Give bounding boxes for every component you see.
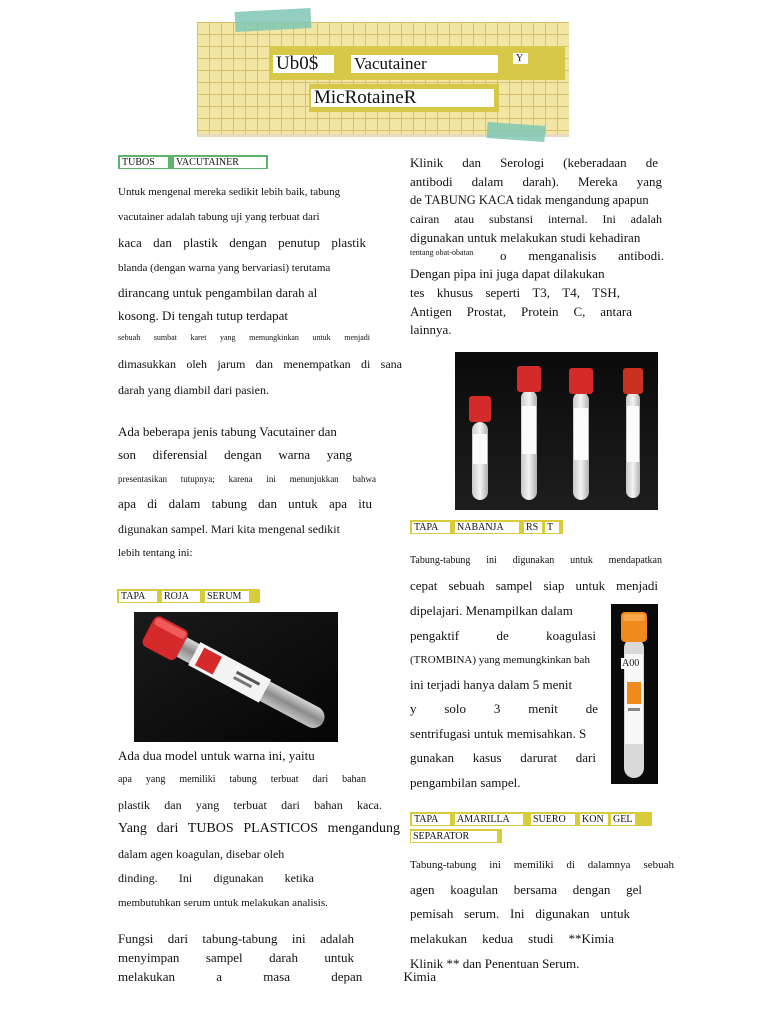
label-word: TAPA bbox=[412, 522, 450, 533]
text-line: Fungsi dari tabung-tabung ini adalah bbox=[118, 931, 354, 946]
red-tube-illustration bbox=[134, 612, 338, 742]
label-tapa-roja-serum bbox=[117, 589, 260, 603]
label-word: ROJA bbox=[162, 591, 200, 602]
text-line: apa di dalam tabung dan untuk apa itu bbox=[118, 496, 372, 511]
text-line: y solo 3 menit de bbox=[410, 701, 598, 716]
title-word-3: Y bbox=[513, 53, 528, 64]
text-line: Untuk mengenal mereka sedikit lebih baik, tabung bbox=[118, 186, 341, 198]
text-line: menyimpan sampel darah untuk bbox=[118, 950, 354, 965]
label-word: SEPARATOR bbox=[411, 831, 497, 842]
text-line: ini terjadi hanya dalam 5 menit bbox=[410, 677, 573, 692]
text-line: Antigen Prostat, Protein C, antara bbox=[410, 304, 632, 319]
orange-tube-photo bbox=[611, 604, 658, 784]
label-word: AMARILLA bbox=[455, 814, 523, 825]
text-line: dimasukkan oleh jarum dan menempatkan di sana bbox=[118, 357, 402, 371]
four-tubes-photo bbox=[455, 352, 658, 510]
text-fragment: melakukan a masa depan Kimia bbox=[118, 969, 437, 984]
text-line: son diferensial dengan warna yang bbox=[118, 447, 352, 462]
label-tubos-vacutainer bbox=[118, 155, 268, 169]
label-word: RS bbox=[524, 522, 542, 533]
text-line: plastik dan yang terbuat dari bahan kaca. bbox=[118, 798, 382, 812]
text-line: cairan atau substansi internal. Ini adalah bbox=[410, 212, 662, 226]
text-line: Ada beberapa jenis tabung Vacutainer dan bbox=[118, 424, 337, 439]
text-line: apa yang memiliki tabung terbuat dari bahan bbox=[118, 774, 366, 785]
label-word: TUBOS bbox=[120, 157, 168, 168]
text-line: pengambilan sampel. bbox=[410, 775, 521, 790]
title-word-4: MicRotaineR bbox=[311, 89, 494, 107]
label-word: SUERO bbox=[531, 814, 575, 825]
text-line: o menganalisis antibodi. bbox=[500, 248, 664, 263]
text-line: Tabung-tabung ini memiliki di dalamnya sebuah bbox=[410, 859, 674, 871]
text-line: dirancang untuk pengambilan darah al bbox=[118, 285, 318, 300]
title-word-1: Ub0$ bbox=[273, 55, 334, 73]
text-line: lainnya. bbox=[410, 322, 452, 337]
text-line: kaca dan plastik dengan penutup plastik bbox=[118, 235, 366, 250]
text-line: digunakan sampel. Mari kita mengenal sedikit bbox=[118, 522, 340, 536]
text-line: sentrifugasi untuk memisahkan. S bbox=[410, 726, 587, 741]
text-line: (TROMBINA) yang memungkinkan bah bbox=[410, 654, 590, 666]
label-word: VACUTAINER bbox=[174, 157, 266, 168]
text-line: pemisah serum. Ini digunakan untuk bbox=[410, 906, 630, 921]
label-tapa-amarilla bbox=[410, 812, 652, 826]
text-line: tentang obat-obatan bbox=[410, 248, 474, 257]
text-line: darah yang diambil dari pasien. bbox=[118, 383, 269, 397]
tubes-illustration bbox=[455, 352, 658, 510]
text-line: Tabung-tabung ini digunakan untuk mendapatkan bbox=[410, 555, 662, 566]
label-word: NABANJA bbox=[455, 522, 519, 533]
text-line: Yang dari TUBOS PLASTICOS mengandung bbox=[118, 821, 400, 836]
text-line: Klinik dan Serologi (keberadaan de bbox=[410, 155, 658, 170]
text-line: dalam agen koagulan, disebar oleh bbox=[118, 847, 285, 861]
text-line: agen koagulan bersama dengan gel bbox=[410, 882, 642, 897]
text-line: cepat sebuah sampel siap untuk menjadi bbox=[410, 578, 658, 593]
label-word: T bbox=[545, 522, 559, 533]
text-line: dinding. Ini digunakan ketika bbox=[118, 871, 314, 885]
text-line: kosong. Di tengah tutup terdapat bbox=[118, 308, 289, 323]
text-line: lebih tentang ini: bbox=[118, 547, 193, 559]
text-line: gunakan kasus darurat dari bbox=[410, 750, 596, 765]
text-line: antibodi dalam darah). Mereka yang bbox=[410, 174, 662, 189]
label-word: GEL bbox=[611, 814, 635, 825]
text-line: melakukan kedua studi **Kimia bbox=[410, 931, 614, 946]
text-line: de TABUNG KACA tidak mengandung apapun bbox=[410, 193, 649, 207]
label-separator bbox=[410, 829, 502, 843]
text-line: Ada dua model untuk warna ini, yaitu bbox=[118, 748, 315, 763]
title-word-2: Vacutainer bbox=[351, 55, 498, 73]
label-word: TAPA bbox=[119, 591, 157, 602]
text-line: dipelajari. Menampilkan dalam bbox=[410, 603, 573, 618]
text-line: Klinik ** dan Penentuan Serum. bbox=[410, 956, 580, 971]
orange-tube-illustration bbox=[611, 604, 658, 784]
tube-label-code: A00 bbox=[622, 658, 640, 669]
tape-decoration-top bbox=[235, 8, 312, 32]
text-line: vacutainer adalah tabung uji yang terbuat dari bbox=[118, 211, 320, 223]
red-tube-photo bbox=[134, 612, 338, 742]
text-line: Dengan pipa ini juga dapat dilakukan bbox=[410, 266, 605, 281]
text-line: sebuah sumbat karet yang memungkinkan untuk menjadi bbox=[118, 333, 370, 342]
text-line: tes khusus seperti T3, T4, TSH, bbox=[410, 285, 620, 300]
tape-decoration-bottom bbox=[487, 122, 546, 142]
text-line: digunakan untuk melakukan studi kehadiran bbox=[410, 230, 641, 245]
label-tapa-nabanja bbox=[410, 520, 563, 534]
label-word: TAPA bbox=[412, 814, 450, 825]
text-line: blanda (dengan warna yang bervariasi) terutama bbox=[118, 262, 331, 274]
text-line: membutuhkan serum untuk melakukan analisis. bbox=[118, 897, 328, 909]
label-word: KON bbox=[580, 814, 608, 825]
header-banner bbox=[197, 22, 569, 137]
text-line bbox=[118, 969, 436, 985]
text-line: presentasikan tutupnya; karena ini menunjukkan bahwa bbox=[118, 474, 376, 484]
label-word: SERUM bbox=[205, 591, 249, 602]
text-line: pengaktif de koagulasi bbox=[410, 628, 596, 643]
